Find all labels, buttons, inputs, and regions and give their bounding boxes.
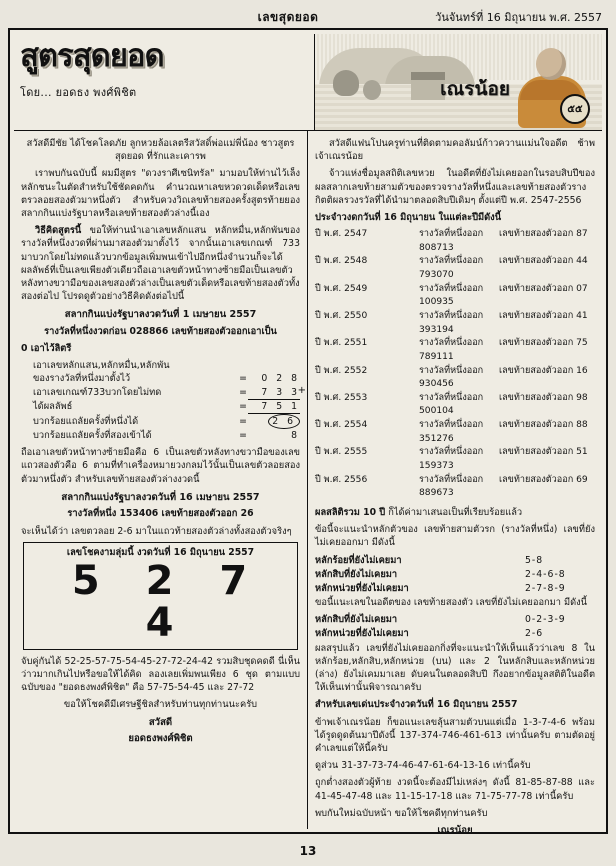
right-paragraph-1: จ้าวแห่งชื่อมูลสถิติเลขหวย ในอดีตที่ยังไม่เคยออกในรอบสิบปีของผลสลากเลขท้ายสามตัวของตรวจรางวัลที่หนึ่งและเลขท้ายสองตัวรางกิตติผลรวงรวัลที่ได้นำมาตลอดสิบปีเดิมๆ ตั้งแต่ปี พ.ศ. 2547-2556 (315, 168, 595, 206)
calc-value: 7 5 1 (248, 400, 300, 414)
history-two-digit: เลขท้ายสองตัวออก 16 (499, 365, 588, 376)
calc-value: 0 2 8 (261, 373, 300, 385)
missing-digit-value: 2-4-6-8 (525, 568, 566, 580)
history-year: ปี พ.ศ. 2556 (315, 474, 368, 485)
article-columns (14, 131, 602, 836)
history-first-prize: รางวัลที่หนึ่งออก 500104 (419, 392, 484, 417)
left-paragraph-4: จับคู่กันได้ 52-25-57-75-54-45-27-72-24-42 รวมสิบชุดคดดี นี่เห็นว่าวมากเกินไปหรือขอให้ได้คิด ลองเลยเพิ่มพนเพียง 6 ชุด ตามแบบฉบับของ "ยอดธงพงศ์พิชิต" คือ 57-75-54-45 และ 27-72 (21, 655, 300, 694)
history-two-digit: เลขท้ายสองตัวออก 51 (499, 447, 588, 458)
calc-value: 7 3 3 + (248, 386, 300, 400)
calc-label: เอาเลขเกณฑ์733บวกโดยไม่ทด (33, 386, 162, 398)
calc-eq: = (239, 386, 247, 398)
calc-row (33, 414, 300, 429)
right-paragraph-2: ข้อนี้จะแนะนำหลักตัวของ เลขท้ายสามตัวรก (รางวัลที่หนึ่ง) เลขที่ยังไม่เคยออกมา มีดังนี้ (315, 524, 595, 549)
publication-date: วันจันทร์ที่ 16 มิถุนายน พ.ศ. 2557 (435, 11, 602, 24)
example1-line1: รางวัลที่หนึ่งงวดก่อน 028866 เลขท้ายสองตัวออกเอาเป็น (44, 325, 277, 337)
left-paragraph-2: ขอให้ท่านนำเอาเลขหลักแสน หลักหมื่น,หลักพันของรางวัลที่หนึ่งงวดที่ผ่านมาสองตัวมาตั้งไว้ จากนั้นเอาเลขเกณฑ์ 733 มาบวกโดยไม่ทดแล้วบวกข้อมูลเพิ่มพนเข้าไปอีกหนึ่งจำนวนก็จะได้ผลลัพธ์ที่เป็นเลขเพียงตัวเดียวถือเอาเลขตัวหน้าทางซ้ายมือเป็นเลขตัวหลังทางขวามือของเลขสองตัวล่างเป็นเลขตัวเด็ดหรือเลขท้ายสองตัวทั้งสองต่อไป โปรดดูตัวอย่างวิธีคิดดังต่อไปนี้ (21, 225, 300, 303)
history-first-prize: รางวัลที่หนึ่งออก 159373 (419, 447, 484, 472)
history-year: ปี พ.ศ. 2551 (315, 338, 368, 349)
history-first-prize: รางวัลที่หนึ่งออก 789111 (419, 338, 484, 362)
masthead-left (14, 34, 314, 130)
right-article-column (308, 131, 602, 836)
summary-heading: ผลสลิติรวม 10 ปี (315, 506, 386, 518)
right-paragraph-5: ข้าพเจ้าเณรน้อย ก็ขอแนะเลขลุ้นสามตัวบนแต่เมื่อ 1-3-7-4-6 พร้อมได้รูดดูดต้นมาปีดังนี้ 137-374-746-461-613 เท่านั้นครับ ตามตัดอยู่คำเลขแต่ให้นี้ครับ (315, 716, 595, 754)
history-first-prize: รางวัลที่หนึ่งออก 808713 (419, 229, 484, 253)
tree-icon-2 (363, 80, 381, 100)
example1-title: สลากกินแบ่งรัฐบาลงวดวันที่ 1 เมษายน 2557 (64, 309, 257, 321)
left-paragraph-3: ถือเอาเลขตัวหน้าทางซ้ายมือคือ 6 เป็นเลขตัวหลังทางขวามือของเลขแถวสองตัวคือ 6 ตามที่ทำเครื่องหมายวงกลมไว้นั้นเป็นเลขตัวลอยสองตัวมาหนึ่งตัว สำหรับเลขท้ายสองตัวล่างงวดนี้ (21, 447, 300, 485)
right-paragraph-7: ถูกต่ำงสองตัวผู้ท้าย งวดนี้จะต้องมีไม่เหล่งๆ ดังนี้ 81-85-87-88 และ 41-45-47-48 และ 11-15-17-18 และ 71-75-77-78 เท่านี้ครับ (315, 777, 595, 802)
history-two-digit: เลขท้ายสองตัวออก 98 (499, 392, 588, 403)
summary-heading-tail: ก็ได้ค่ามาเสนอเป็นที่เรียบร้อยแล้ว (388, 506, 523, 518)
missing-digit-value: 0-2-3-9 (525, 614, 566, 626)
calc-eq: = (239, 373, 247, 385)
history-two-digit: เลขท้ายสองตัวออก 88 (499, 420, 588, 431)
list-item (315, 554, 595, 567)
missing-digits-group-2 (315, 613, 595, 640)
left-signature-2: ยอดธงพงศ์พิชิต (128, 733, 193, 745)
calc-row (33, 429, 300, 442)
missing-digit-value: 2-6 (525, 628, 544, 640)
history-table (315, 228, 595, 501)
history-two-digit: เลขท้ายสองตัวออก 44 (499, 256, 588, 267)
right-paragraph-6: ดูส่วน 31-37-73-74-46-47-61-64-13-16 เท่านี้ครับ (315, 760, 531, 772)
table-row (315, 365, 595, 392)
history-first-prize: รางวัลที่หนึ่งออก 393194 (419, 310, 484, 335)
history-first-prize: รางวัลที่หนึ่งออก 889673 (419, 474, 484, 499)
publication-title: เลขสุดยอด (257, 9, 319, 24)
calc-eq: = (239, 400, 247, 412)
table-row (315, 310, 595, 337)
tree-icon (333, 70, 359, 96)
calc-row (33, 372, 300, 385)
page-number: 13 (299, 844, 317, 858)
mascot-name-label: เณรน้อย (440, 78, 510, 100)
history-year: ปี พ.ศ. 2550 (315, 310, 368, 321)
calc-label: ของรางวัลที่หนึ่งมาตั้งไว้ (33, 373, 131, 385)
lucky-number-box (23, 542, 298, 650)
column-logo-title: สูตรสุดยอด (20, 38, 164, 74)
example2-line2: จะเห็นได้ว่า เลขตวลอย 2-6 มาในแถวท้ายสองตัวล่างทั้งสองตัวจริงๆ (21, 525, 292, 537)
right-paragraph-8: พบกันใหม่ฉบับหน้า ขอให้โชคดีทุกท่านครับ (315, 807, 488, 819)
table-row (315, 419, 595, 446)
calc-row (33, 359, 300, 372)
history-year: ปี พ.ศ. 2553 (315, 392, 368, 403)
list-item (315, 568, 595, 581)
calc-value-circled: 2 6 (268, 414, 300, 429)
history-two-digit: เลขท้ายสองตัวออก 75 (499, 338, 588, 349)
method-heading: วิธีคิดสูตรนี้ (35, 225, 82, 237)
left-paragraph-1: เราพบกันฉบับนี้ ผมมีสูตร "ดวงราศีเซนิทรัล" มามอบให้ท่านไว้เล็งหลักชนะในตัดสำหรับใช้ชัดคดกัน คำนวณหาเลขหวดวดเด็ดหรือเลขตรวลอยสองตัวมาหนึ่งตัว สำหรับควงวิถเลขท้ายสองครั้งสูตรท้ายยอง สลากกินแบ่งรัฐบาลหรือเลขท้ายสองตัวล่างนี้เอง (21, 168, 300, 219)
history-year: ปี พ.ศ. 2555 (315, 447, 368, 458)
history-section-title: ประจำวงดกวันที่ 16 มิถุนายน ในแต่ละปีมีดังนี้ (315, 211, 502, 223)
masthead (14, 34, 602, 131)
table-row (315, 392, 595, 419)
table-row (315, 337, 595, 364)
example2-line1: รางวัลที่หนึ่ง 153406 เลขท้ายสองตัวออก 26 (67, 508, 254, 520)
history-first-prize: รางวัลที่หนึ่งออก 351276 (419, 420, 484, 444)
calc-label: เอาเลขหลักแสน,หลักหมื่น,หลักพัน (33, 360, 170, 372)
example1-line2: 0 เอาไว้ลิตรี (21, 343, 72, 355)
table-row (315, 283, 595, 310)
missing-digit-label: หลักร้อยที่ยังไม่เคยมา (315, 554, 402, 566)
left-paragraph-5: ขอให้โชคดีมีเศรษฐีชิลสำหรับท่านทุกท่านนะครับ (63, 699, 258, 711)
right-head: สวัสดีแฟนโปนครูท่านที่ติดตามคอลัมน์ก้าวควานแม่นใจอดีต ช้าพเจ้าเณรน้อย (315, 138, 595, 163)
missing-digit-value: 5-8 (525, 554, 544, 566)
history-first-prize: รางวัลที่หนึ่งออก 930456 (419, 365, 484, 390)
missing-digit-value: 2-7-8-9 (525, 582, 566, 594)
monk-head-shape (536, 48, 566, 80)
history-two-digit: เลขท้ายสองตัวออก 41 (499, 310, 588, 321)
masthead-artwork (314, 34, 602, 130)
lucky-number-caption: เลขโชคงามลุ่มนี้ งวดวันที่ 16 มิถุนายน 2557 (66, 546, 255, 558)
missing-digits-group-1 (315, 554, 595, 596)
table-row (315, 446, 595, 473)
right-paragraph-3: ขอนี้แนะเลขในอดีตของ เลขท้ายสองตัว เลขที่ยังไม่เคยออกมา มีดังนี้ (315, 597, 588, 609)
history-year: ปี พ.ศ. 2548 (315, 256, 368, 267)
missing-digit-label: หลักสิบที่ยังไม่เคยมา (315, 568, 398, 580)
right-paragraph-4: ผลสรุปแล้ว เลขที่ยังไม่เคยออกกิ่งที่จะแนะนำให้เห็นแล้วว่าเลข 8 ในหลักร้อย,หลักสิบ,หลักหน่วย (บน) และ 2 ในหลักสิบและหลักหน่วย (ล่าง) ยังไม่เคมมาเลย ดับคนในตลอดสิบปี กึงอยากข้อมูลสติติในอดีตให้เห็นเท่านั้นพิจารณาครับ (315, 642, 595, 694)
anniversary-badge: ๕๕ (560, 94, 590, 124)
missing-digit-label: หลักสิบที่ยังไม่เคยมา (315, 614, 398, 626)
history-two-digit: เลขท้ายสองตัวออก 69 (499, 474, 588, 485)
calculation-block (33, 359, 300, 442)
table-row (315, 255, 595, 282)
calc-value: 8 (291, 429, 300, 441)
missing-digit-label: หลักหน่วยที่ยังไม่เคยมา (315, 582, 409, 594)
history-first-prize: รางวัลที่หนึ่งออก 100935 (419, 283, 484, 308)
list-item (315, 613, 595, 626)
example2-title: สลากกินแบ่งรัฐบาลงวดวันที่ 16 เมษายน 2557 (61, 491, 260, 503)
left-article-column (14, 131, 308, 829)
calc-row (33, 386, 300, 400)
list-item (315, 582, 595, 595)
history-year: ปี พ.ศ. 2547 (315, 229, 368, 240)
column-author-byline: โดย... ยอดธง พงศ์พิชิต (20, 85, 137, 99)
featured-number-heading: สำหรับเลขเด่นประจำงวดวันที่ 16 มิถุนายน 2557 (315, 699, 518, 711)
lucky-number-value: 5 2 7 4 (71, 557, 264, 646)
list-item (315, 627, 595, 640)
left-signature-1: สวัสดี (148, 716, 173, 728)
missing-digit-label: หลักหน่วยที่ยังไม่เคยมา (315, 628, 409, 640)
calc-label: บวกร้อยแถลัยครั้งที่สองเข้าได้ (33, 429, 152, 441)
history-two-digit: เลขท้ายสองตัวออก 07 (499, 283, 588, 294)
calc-row (33, 400, 300, 414)
history-year: ปี พ.ศ. 2554 (315, 420, 368, 431)
history-first-prize: รางวัลที่หนึ่งออก 793070 (419, 256, 484, 281)
right-signature: เณรน้อย (437, 824, 473, 836)
content-frame (8, 28, 608, 858)
top-bar (8, 6, 608, 28)
calc-label: บวกร้อยแถลัยครั้งที่หนึ่งได้ (33, 415, 139, 427)
history-two-digit: เลขท้ายสองตัวออก 87 (499, 229, 588, 240)
calc-eq: = (239, 415, 247, 427)
left-greeting: สวัสดีมีชัย ได้โชคโลดภัย ลูกหวยล้อเลตรีสวัสดิ์พ่อแม่พี่น้อง ชาวสูตรสุดยอด ที่รักและเคารพ (26, 138, 295, 163)
table-row (315, 228, 595, 255)
history-year: ปี พ.ศ. 2552 (315, 365, 368, 376)
table-row (315, 474, 595, 501)
calc-label: ได้ผลลัพธ์ (33, 400, 73, 412)
calc-eq: = (239, 429, 247, 441)
history-year: ปี พ.ศ. 2549 (315, 283, 368, 294)
